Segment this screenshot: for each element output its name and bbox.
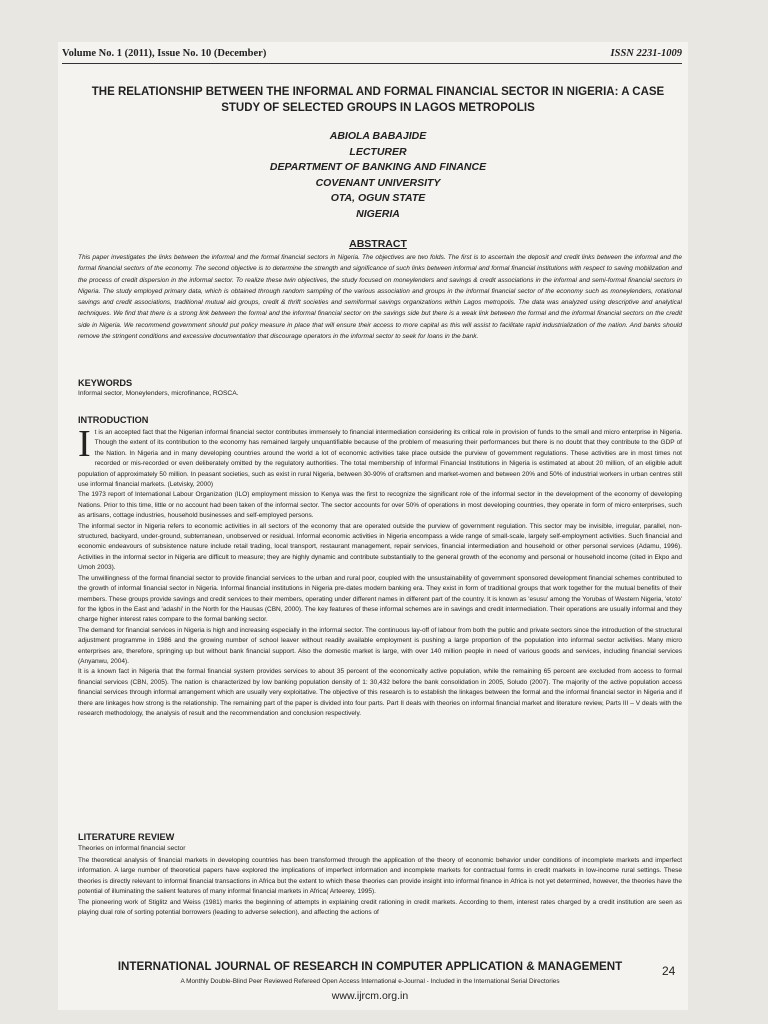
introduction-paragraph-3: The informal sector in Nigeria refers to economic activities in all sectors of the economy that are operated outside the purview of government regulation. This sector may be invisible, irregular, parallel, non-structured, backyard, under-ground, subterranean, unobserved or residual. Informal economic activities in Nigeria encompass a wide range of small-scale, largely self-employment activities. Such financial and economic endeavours of subsistence nature include retail trading, local transport, restaurant management, repair services, financial intermediation and household or other personal services (Adamu, 1996). Activities in the informal sector in Nigeria are difficult to measure; they are highly dynamic and contribute substantially to the general growth of the economy and personal or household income (cited in Ekpo and Umoh 2003). <box>78 522 682 572</box>
introduction-body <box>78 423 682 719</box>
literature-body <box>78 856 682 918</box>
author-position: LECTURER <box>349 145 407 158</box>
journal-url: www.ijrcm.org.in <box>331 990 409 1002</box>
keywords-text: Informal sector, Moneylenders, microfinance, ROSCA. <box>78 390 239 397</box>
author-name: ABIOLA BABAJIDE <box>329 130 427 142</box>
volume-issue: Volume No. 1 (2011), Issue No. 10 (December) <box>62 48 267 59</box>
keywords-heading: KEYWORDS <box>78 378 133 388</box>
journal-name: INTERNATIONAL JOURNAL OF RESEARCH IN COMPUTER APPLICATION & MANAGEMENT <box>117 960 623 973</box>
author-university: COVENANT UNIVERSITY <box>315 176 441 189</box>
abstract-heading: ABSTRACT <box>349 238 407 250</box>
introduction-paragraph-4: The unwillingness of the formal financial sector to provide financial services to the urban and rural poor, coupled with the unsustainability of government sponsored development financial schemes contributed to the growth of informal financial sector in Nigeria. Informal financial institutions in Nigeria pre-dates modern banking era. They exist in form of traditional groups that work together for the mutual benefits of their members. These groups provide savings and credit services to their members, operating under different names in different part of the country. It is known as 'esusu' among the Yorubas of Western Nigeria, 'etoto' for the Igbos in the East and 'adashi' in the North for the Hausas (CBN, 2000). The key features of these informal schemes are in savings and credit intermediation. Their operations are usually informal and they charge higher interest rates compare to the formal banking sector. <box>78 574 682 624</box>
introduction-paragraph-5: The demand for financial services in Nigeria is high and increasing especially in the informal sector. The continuous lay-off of labour from both the public and private sectors since the introduction of the structural adjustment programme in 1986 and the growing number of school leaver without readily available employment is pushing a large proportion of the population into informal sector activities. Many micro enterprises are, therefore, springing up but without bank financial support. Also the domestic market is large, with over 140 million people in need of various goods and services, including financial services (Anyanwu, 2004). <box>78 626 682 665</box>
introduction-paragraph-2: The 1973 report of International Labour Organization (ILO) employment mission to Kenya was the first to recognize the significant role of the informal sector in the development of the economy of developing Nations. Prior to this time, little or no account had been taken of the informal sector. The sector accounts for over 50% of operations in most developing countries, they operate in form of micro enterprises, such as artisans, cottage industries, household businesses and self-employed persons. <box>78 491 682 520</box>
author-location: OTA, OGUN STATE <box>330 192 426 205</box>
abstract-text: This paper investigates the links between the informal and the formal financial sectors in Nigeria. The objectives are two folds. The first is to ascertain the deposit and credit links between the informal and the formal financial sectors of the economy. The second objective is to determine the strength and significance of such links between informal and formal financial institutions with respect to saving mobilization and the process of credit dispersion in the informal sector. To realize these twin objectives, the study focused on moneylenders and savings & credit associations in the informal and semi-formal financial sectors in Nigeria. The study employed primary data, which is obtained through random sampling of the various association and groups in the informal financial sector of the economy such as moneylenders, rotational savings and credit associations, traditional mutual aid groups, credit & thrift societies and semiformal savings organizations within Lagos metropolis. The data was analyzed using descriptive and analytical techniques. We find that there is a strong link between the formal and the informal financial sector on the savings side but there is a weak link between the formal and the informal financial sectors on the credit side in Nigeria. We recommend government should put policy measure in place that will ensure their access to more capital as this will assist to facilitate rapid industrialization of the nation. And banks should remove the stringent conditions and excessive documentation that discourage operators in the informal sector to seek for loans in the bank. <box>78 254 682 341</box>
page-number: 24 <box>662 964 676 978</box>
literature-paragraph-2: The pioneering work of Stiglitz and Weiss (1981) marks the beginning of attempts in explaining credit rationing in credit markets. According to them, interest rates charged by a credit institution are seen as playing dual role of sorting potential borrowers (leading to adverse selection), and affecting the actions of <box>78 898 682 917</box>
dropcap-letter: I <box>78 423 91 465</box>
introduction-paragraph-1: It is an accepted fact that the Nigerian informal financial sector contributes immensely to financial intermediation considering its critical role in provision of funds to the small and micro enterprise in Nigeria. Though the extent of its contribution to the economy has remained largely unquantifiable because of the problem of measuring their performances but there is no doubt that they contribute to the GDP of the Nation. In Nigeria and in many developing countries around the world a lot of economic activities take place outside the purview of government regulations. These activities are in most times not recorded or mis-recorded or even deliberately omitted by the regulatory authorities. The total membership of Informal Financial Institutions in Nigeria is estimated at about 20 million, of an eligible adult population of approximately 50 million. In peasant societies, such as exist in rural Nigeria, between 30-90% of craftsmen and market-women and between 20% and 50% of industrial workers in urban centres still use informal financial markets. (Letvisky, 2000) <box>78 423 682 489</box>
paper-title: THE RELATIONSHIP BETWEEN THE INFORMAL AND FORMAL FINANCIAL SECTOR IN NIGERIA: A CASE STUDY OF SELECTED GROUPS IN LAGOS METROPOLIS <box>91 86 665 114</box>
issn: ISSN 2231-1009 <box>610 48 682 59</box>
literature-paragraph-1: The theoretical analysis of financial markets in developing countries has been transformed through the application of the theory of economic behavior under conditions of incomplete markets and imperfect information. A large number of theoretical papers have explored the implications of imperfect information and incomplete markets for contractual forms in credit markets in low-income rural settings. These theories is directly relevant to informal financial transactions in Africa but the extent to which these theories can provide insight into informal finance in Africa is not yet determined, however, the theories have the potential of illuminating the salient features of many informal financial markets in Africa( Arteerey, 1995). <box>78 857 682 896</box>
author-department: DEPARTMENT OF BANKING AND FINANCE <box>269 161 487 174</box>
author-country: NIGERIA <box>356 207 400 220</box>
journal-subtitle: A Monthly Double-Blind Peer Reviewed Refereed Open Access International e-Journal - Included in the International Serial Directories <box>180 978 560 985</box>
literature-review-heading: LITERATURE REVIEW <box>78 832 175 842</box>
introduction-paragraph-6: It is a known fact in Nigeria that the formal financial system provides services to about 35 percent of the economically active population, while the remaining 65 percent are excluded from access to formal financial services (CBN, 2005). The nation is characterized by low banking population density of 1: 30,432 before the bank consolidation in 2005, Soludo (2007). The majority of the active population access financial services through informal arrangement which are usually very exploitative. The objective of this research is to establish the linkages between the formal and the informal financial sector in Nigeria and if there are linkages how strong is the relationship. The remaining part of the paper is divided into four parts. Part II deals with theories on informal financial market and literature review, Parts III – V deals with the research methodology, the analysis of result and the recommendation and conclusion respectively. <box>78 668 682 717</box>
introduction-heading: INTRODUCTION <box>78 415 149 425</box>
header-rule <box>62 63 682 64</box>
literature-subheading: Theories on informal financial sector <box>78 845 186 852</box>
running-header <box>62 48 682 59</box>
author-block <box>78 129 678 223</box>
